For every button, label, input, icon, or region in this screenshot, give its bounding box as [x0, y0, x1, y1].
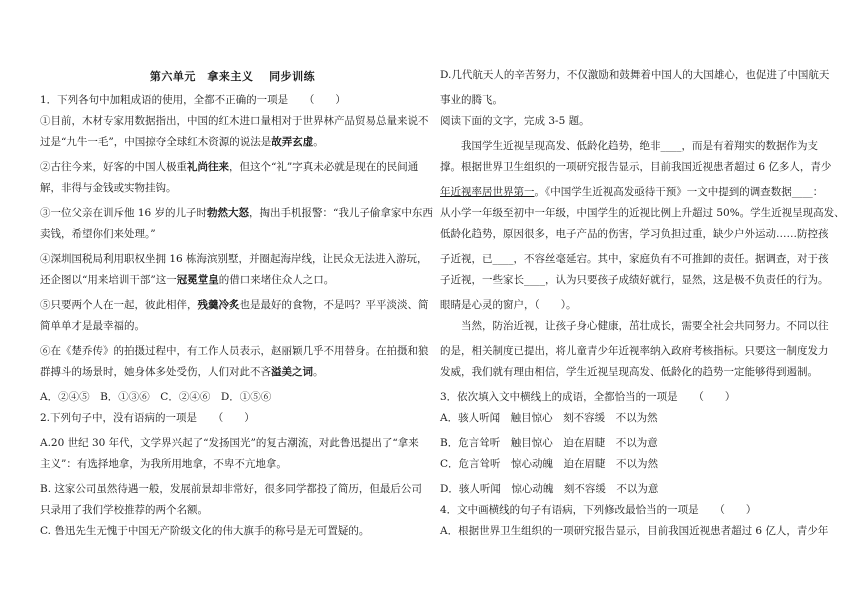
question-4: 4．文中画横线的句子有语病，下列修改最恰当的一项是 （ ）	[440, 504, 757, 516]
passage-line: 我国学生近视呈现高发、低龄化趋势，绝非____，而是有着翔实的数据作为支	[461, 140, 818, 152]
option-d-line: D．骇人听闻 惊心动魄 刻不容缓 不以为意	[440, 483, 659, 495]
text-span: 也是最好的食物，不是吗？平平淡淡、简	[239, 299, 429, 311]
question-3: 3．依次填入文中横线上的成语，全都恰当的一项是 （ ）	[440, 391, 736, 403]
text-span: 过是“九牛一毛”，中国掠夺全球红木资源的说法是	[40, 136, 272, 148]
option-d-line: D.几代航天人的辛苦努力，不仅激励和鼓舞着中国人的大国雄心，也促进了中国航天	[440, 69, 830, 81]
bold-idiom: 冠冕堂皇	[176, 274, 219, 286]
bold-idiom: 礼尚往来	[187, 161, 229, 173]
text-span: 还企图以“用来培训干部”这一	[40, 274, 177, 286]
option-3-line: 卖钱，希望你们来处理。”	[40, 228, 156, 240]
option-a-line: 主义”：有选择地拿，为我所用地拿，不卑不亢地拿。	[40, 458, 287, 470]
text-span: 的借口来堵住众人之口。	[218, 274, 335, 286]
answer-choices-1: A．②④⑤ B．①③⑥ C．②④⑥ D．①⑤⑥	[40, 391, 272, 403]
option-5-line	[40, 298, 429, 312]
option-a-line: A．根据世界卫生组织的一项研究报告显示，目前我国近视患者超过 6 亿人，青少年	[440, 525, 829, 537]
text-span: ②古往今来，好客的中国人极重	[40, 161, 187, 173]
option-1-line	[40, 135, 324, 149]
option-c-line: C. 鲁迅先生无愧于中国无产阶级文化的伟大旗手的称号是无可置疑的。	[40, 525, 370, 537]
passage-line: 子近视，已____，不容丝毫延宕。其中，家庭负有不可推卸的责任。据调查，对于孩	[440, 253, 829, 265]
text-span: 群搏斗的场景时，她身体多处受伤，人们对此不吝	[40, 366, 271, 378]
option-2-line	[40, 160, 418, 174]
passage-line: 眼睛是心灵的窗户，（ ）。	[440, 299, 577, 311]
passage-line: 发威，我们就有理由相信，学生近视呈现高发、低龄化的趋势一定能够得到遏制。	[440, 366, 818, 378]
passage-line: 的是，相关制度已提出，将儿童青少年近视率纳入政府考核指标。只要这一制度发力	[440, 345, 829, 357]
passage-line: 当然，防治近视，让孩子身心健康，茁壮成长，需要全社会共同努力。不同以往	[461, 320, 829, 332]
option-5-line: 简单单才是最幸福的。	[40, 320, 145, 332]
option-a-line: A.20 世纪 30 年代，文学界兴起了“发扬国光”的复古潮流，对此鲁迅提出了“拿来	[40, 437, 419, 449]
page-title: 第六单元 拿来主义 同步训练	[149, 70, 316, 83]
passage-line	[440, 185, 823, 199]
option-d-line: 事业的腾飞。	[440, 94, 503, 106]
text-span: 。	[313, 366, 324, 378]
option-a-line: A．骇人听闻 触目惊心 刻不容缓 不以为然	[440, 412, 658, 424]
option-b-line: B. 这家公司虽然待遇一般，发展前景却非常好，很多同学都投了简历，但最后公司	[40, 483, 422, 495]
text-span: ，掏出手机报警：“我儿子偷拿家中东西	[249, 207, 433, 219]
text-span: ，但这个“礼”字真未必就是现在的民间通	[229, 161, 419, 173]
option-c-line: C．危言耸听 惊心动魄 迫在眉睫 不以为然	[440, 458, 659, 470]
option-1-line: ①目前，木材专家用数据指出，中国的红木进口量相对于世界林产品贸易总量来说不	[40, 115, 429, 127]
passage-line: 撑。根据世界卫生组织的一项研究报告显示，目前我国近视患者超过 6 亿多人，青少	[440, 161, 832, 173]
question-2: 2.下列句子中，没有语病的一项是 （ ）	[40, 412, 255, 424]
reading-instruction: 阅读下面的文字，完成 3-5 题。	[440, 115, 590, 127]
passage-line: 从小学一年级至初中一年级，中国学生的近视比例上升超过 50%。学生近视呈现高发、	[440, 207, 845, 219]
option-3-line	[40, 206, 433, 220]
question-1: 1．下列各句中加粗成语的使用，全都不正确的一项是 （ ）	[40, 94, 346, 106]
option-6-line	[40, 365, 324, 379]
text-span: ⑤只要两个人在一起，彼此相伴，	[40, 299, 198, 311]
text-span: ③一位父亲在训斥他 16 岁的儿子时	[40, 207, 208, 219]
option-6-line: ⑥在《楚乔传》的拍摄过程中，有工作人员表示，赵丽颖几乎不用替身。在拍摄和狼	[40, 345, 429, 357]
text-span: 。《中国学生近视高发亟待干预》一文中提到的调查数据____：	[534, 186, 824, 198]
bold-idiom: 故弄玄虚	[271, 136, 314, 148]
option-4-line: ④深圳国税局利用职权坐拥 16 栋海滨别墅，并圈起海岸线，让民众无法进入游玩，	[40, 253, 428, 265]
option-b-line: B．危言耸听 触目惊心 迫在眉睫 不以为意	[440, 437, 658, 449]
underlined-sentence: 年近视率居世界第一	[440, 186, 535, 198]
bold-idiom: 残羹冷炙	[197, 299, 240, 311]
passage-line: 低龄化趋势，原因很多，电子产品的伤害，学习负担过重，缺少户外运动……防控孩	[440, 228, 829, 240]
passage-line: 子近视，一些家长____，认为只要孩子成绩好就行，显然，这是极不负责任的行为。	[440, 274, 829, 286]
bold-idiom: 溢美之词	[271, 366, 313, 378]
option-2-line: 解，非得与金钱或实物挂钩。	[40, 182, 177, 194]
bold-idiom: 勃然大怒	[207, 207, 250, 219]
option-b-line: 只录用了我们学校推荐的两个名额。	[40, 504, 208, 516]
text-span: 。	[313, 136, 324, 148]
option-4-line	[40, 273, 334, 287]
